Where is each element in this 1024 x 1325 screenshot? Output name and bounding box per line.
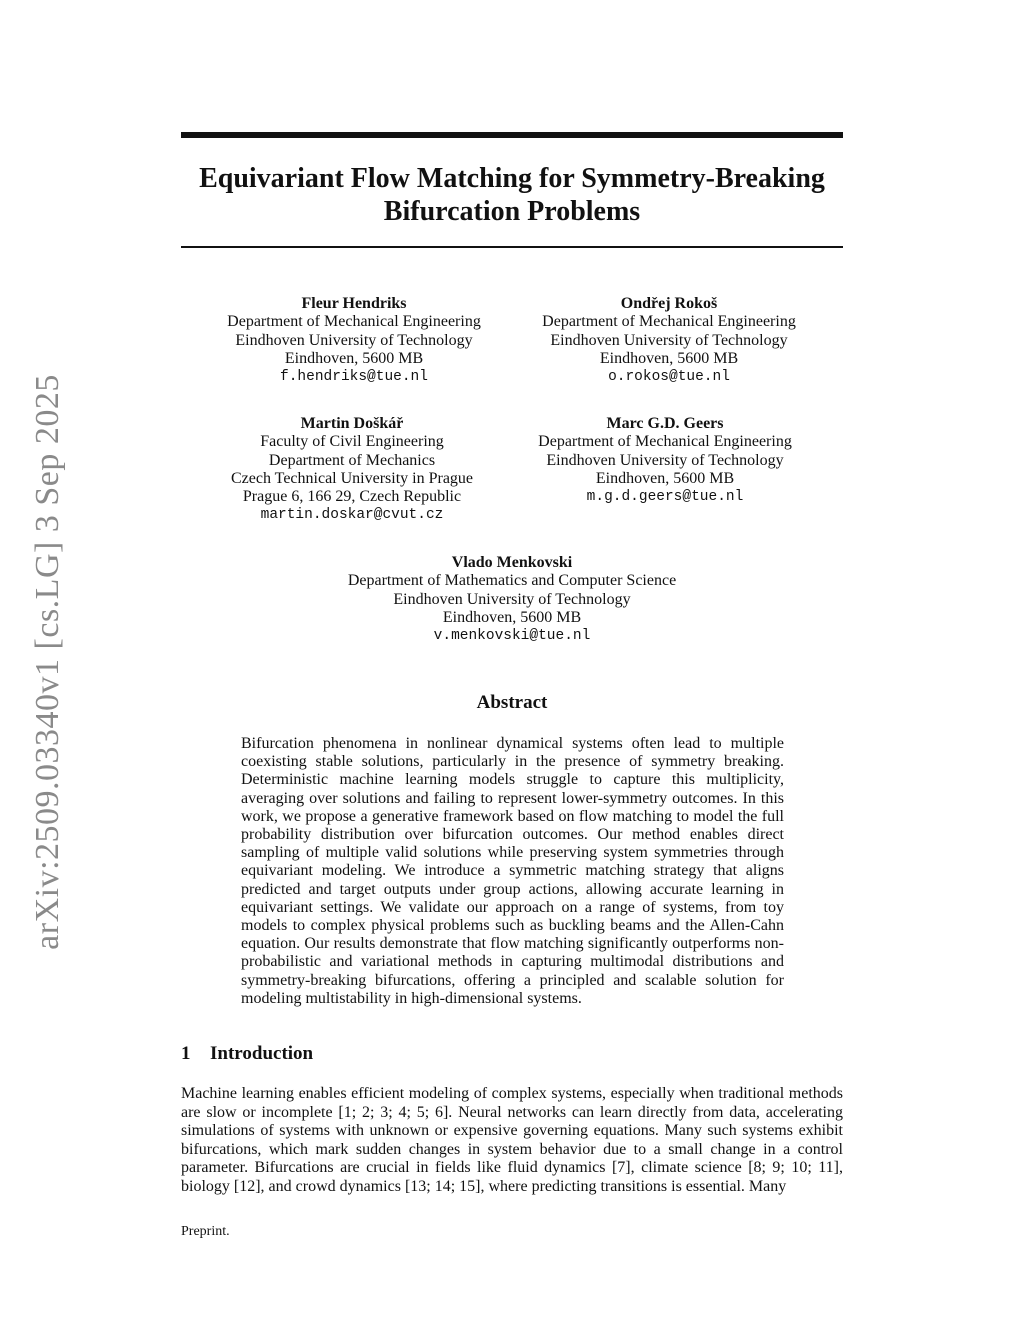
author-affiliation: Prague 6, 166 29, Czech Republic — [242, 488, 462, 506]
preprint-footer: Preprint. — [181, 1224, 230, 1239]
author-affiliation: Eindhoven University of Technology — [546, 451, 784, 469]
author-name: Ondřej Rokoš — [620, 295, 718, 312]
author-email[interactable]: martin.doskar@cvut.cz — [260, 507, 444, 524]
author-affiliation: Eindhoven, 5600 MB — [595, 469, 735, 487]
introduction-text: Machine learning enables efficient modeling of complex systems, especially when traditional methods are slow or incomplete [1; 2; 3; 4; 5; 6]. Neural networks can learn directly from data, accelerating simulations of systems with unknown or expensive governing equations. Many such systems exhibit bifurcations, which mark sudden changes in system behavior due to a small change in a control parameter. Bifurcations are crucial in fields like fluid dynamics [7], climate science [8; 9; 10; 11], biology [12], and crowd dynamics [13; 14; 15], where predicting transitions is essential. Many — [181, 1085, 843, 1195]
arxiv-sidebar-stamp: arXiv:2509.03340v1 [cs.LG] 3 Sep 2025 — [29, 374, 66, 950]
author-affiliation: Department of Mechanics — [268, 451, 436, 469]
author-name: Fleur Hendriks — [301, 295, 407, 312]
author-block — [312, 554, 712, 645]
section-title: Introduction — [210, 1043, 314, 1064]
paper-title: Equivariant Flow Matching for Symmetry-Breaking Bifurcation Problems — [199, 163, 825, 227]
author-block — [182, 415, 522, 525]
author-name: Vlado Menkovski — [451, 554, 573, 571]
author-affiliation: Faculty of Civil Engineering — [260, 433, 444, 451]
author-email[interactable]: o.rokos@tue.nl — [608, 369, 730, 386]
title-top-rule — [181, 132, 843, 138]
section-heading — [181, 1043, 313, 1065]
author-affiliation: Eindhoven University of Technology — [235, 331, 473, 349]
section-number: 1 — [181, 1043, 191, 1064]
author-affiliation: Eindhoven University of Technology — [393, 590, 631, 608]
abstract-text: Bifurcation phenomena in nonlinear dynamical systems often lead to multiple coexisting stable solutions, particularly in the presence of symmetry breaking. Deterministic machine learning models struggle to capture this multiplicity, averaging over solutions and failing to represent lower-symmetry outcomes. In this work, we propose a generative framework based on flow matching to model the full probability distribution over bifurcation outcomes. Our method enables direct sampling of multiple valid solutions while preserving system symmetries through equivariant modeling. We introduce a symmetric matching strategy that aligns predicted and target outputs under group actions, allowing accurate learning in equivariant settings. We validate our approach on a range of systems, from toy models to complex physical problems such as buckling beams and the Allen-Cahn equation. Our results demonstrate that flow matching significantly outperforms non-probabilistic and variational methods in capturing multimodal distributions and symmetry-breaking bifurcations, offering a principled and scalable solution for modeling multistability in high-dimensional systems. — [241, 735, 784, 1007]
author-block — [499, 295, 839, 386]
author-affiliation: Department of Mathematics and Computer Science — [347, 572, 677, 590]
author-affiliation: Eindhoven, 5600 MB — [599, 349, 739, 367]
author-block — [495, 415, 835, 506]
author-email[interactable]: m.g.d.geers@tue.nl — [586, 489, 744, 506]
author-email[interactable]: f.hendriks@tue.nl — [280, 369, 428, 386]
abstract-heading: Abstract — [476, 692, 548, 713]
author-affiliation: Eindhoven, 5600 MB — [284, 349, 424, 367]
author-affiliation: Eindhoven University of Technology — [550, 331, 788, 349]
author-affiliation: Department of Mechanical Engineering — [227, 313, 481, 331]
author-email[interactable]: v.menkovski@tue.nl — [433, 628, 591, 645]
author-name: Martin Doškář — [300, 415, 404, 432]
author-affiliation: Eindhoven, 5600 MB — [442, 608, 582, 626]
author-affiliation: Department of Mechanical Engineering — [542, 313, 796, 331]
author-block — [184, 295, 524, 386]
author-affiliation: Department of Mechanical Engineering — [538, 433, 792, 451]
author-affiliation: Czech Technical University in Prague — [230, 469, 474, 487]
title-bottom-rule — [181, 246, 843, 248]
author-name: Marc G.D. Geers — [606, 415, 724, 432]
